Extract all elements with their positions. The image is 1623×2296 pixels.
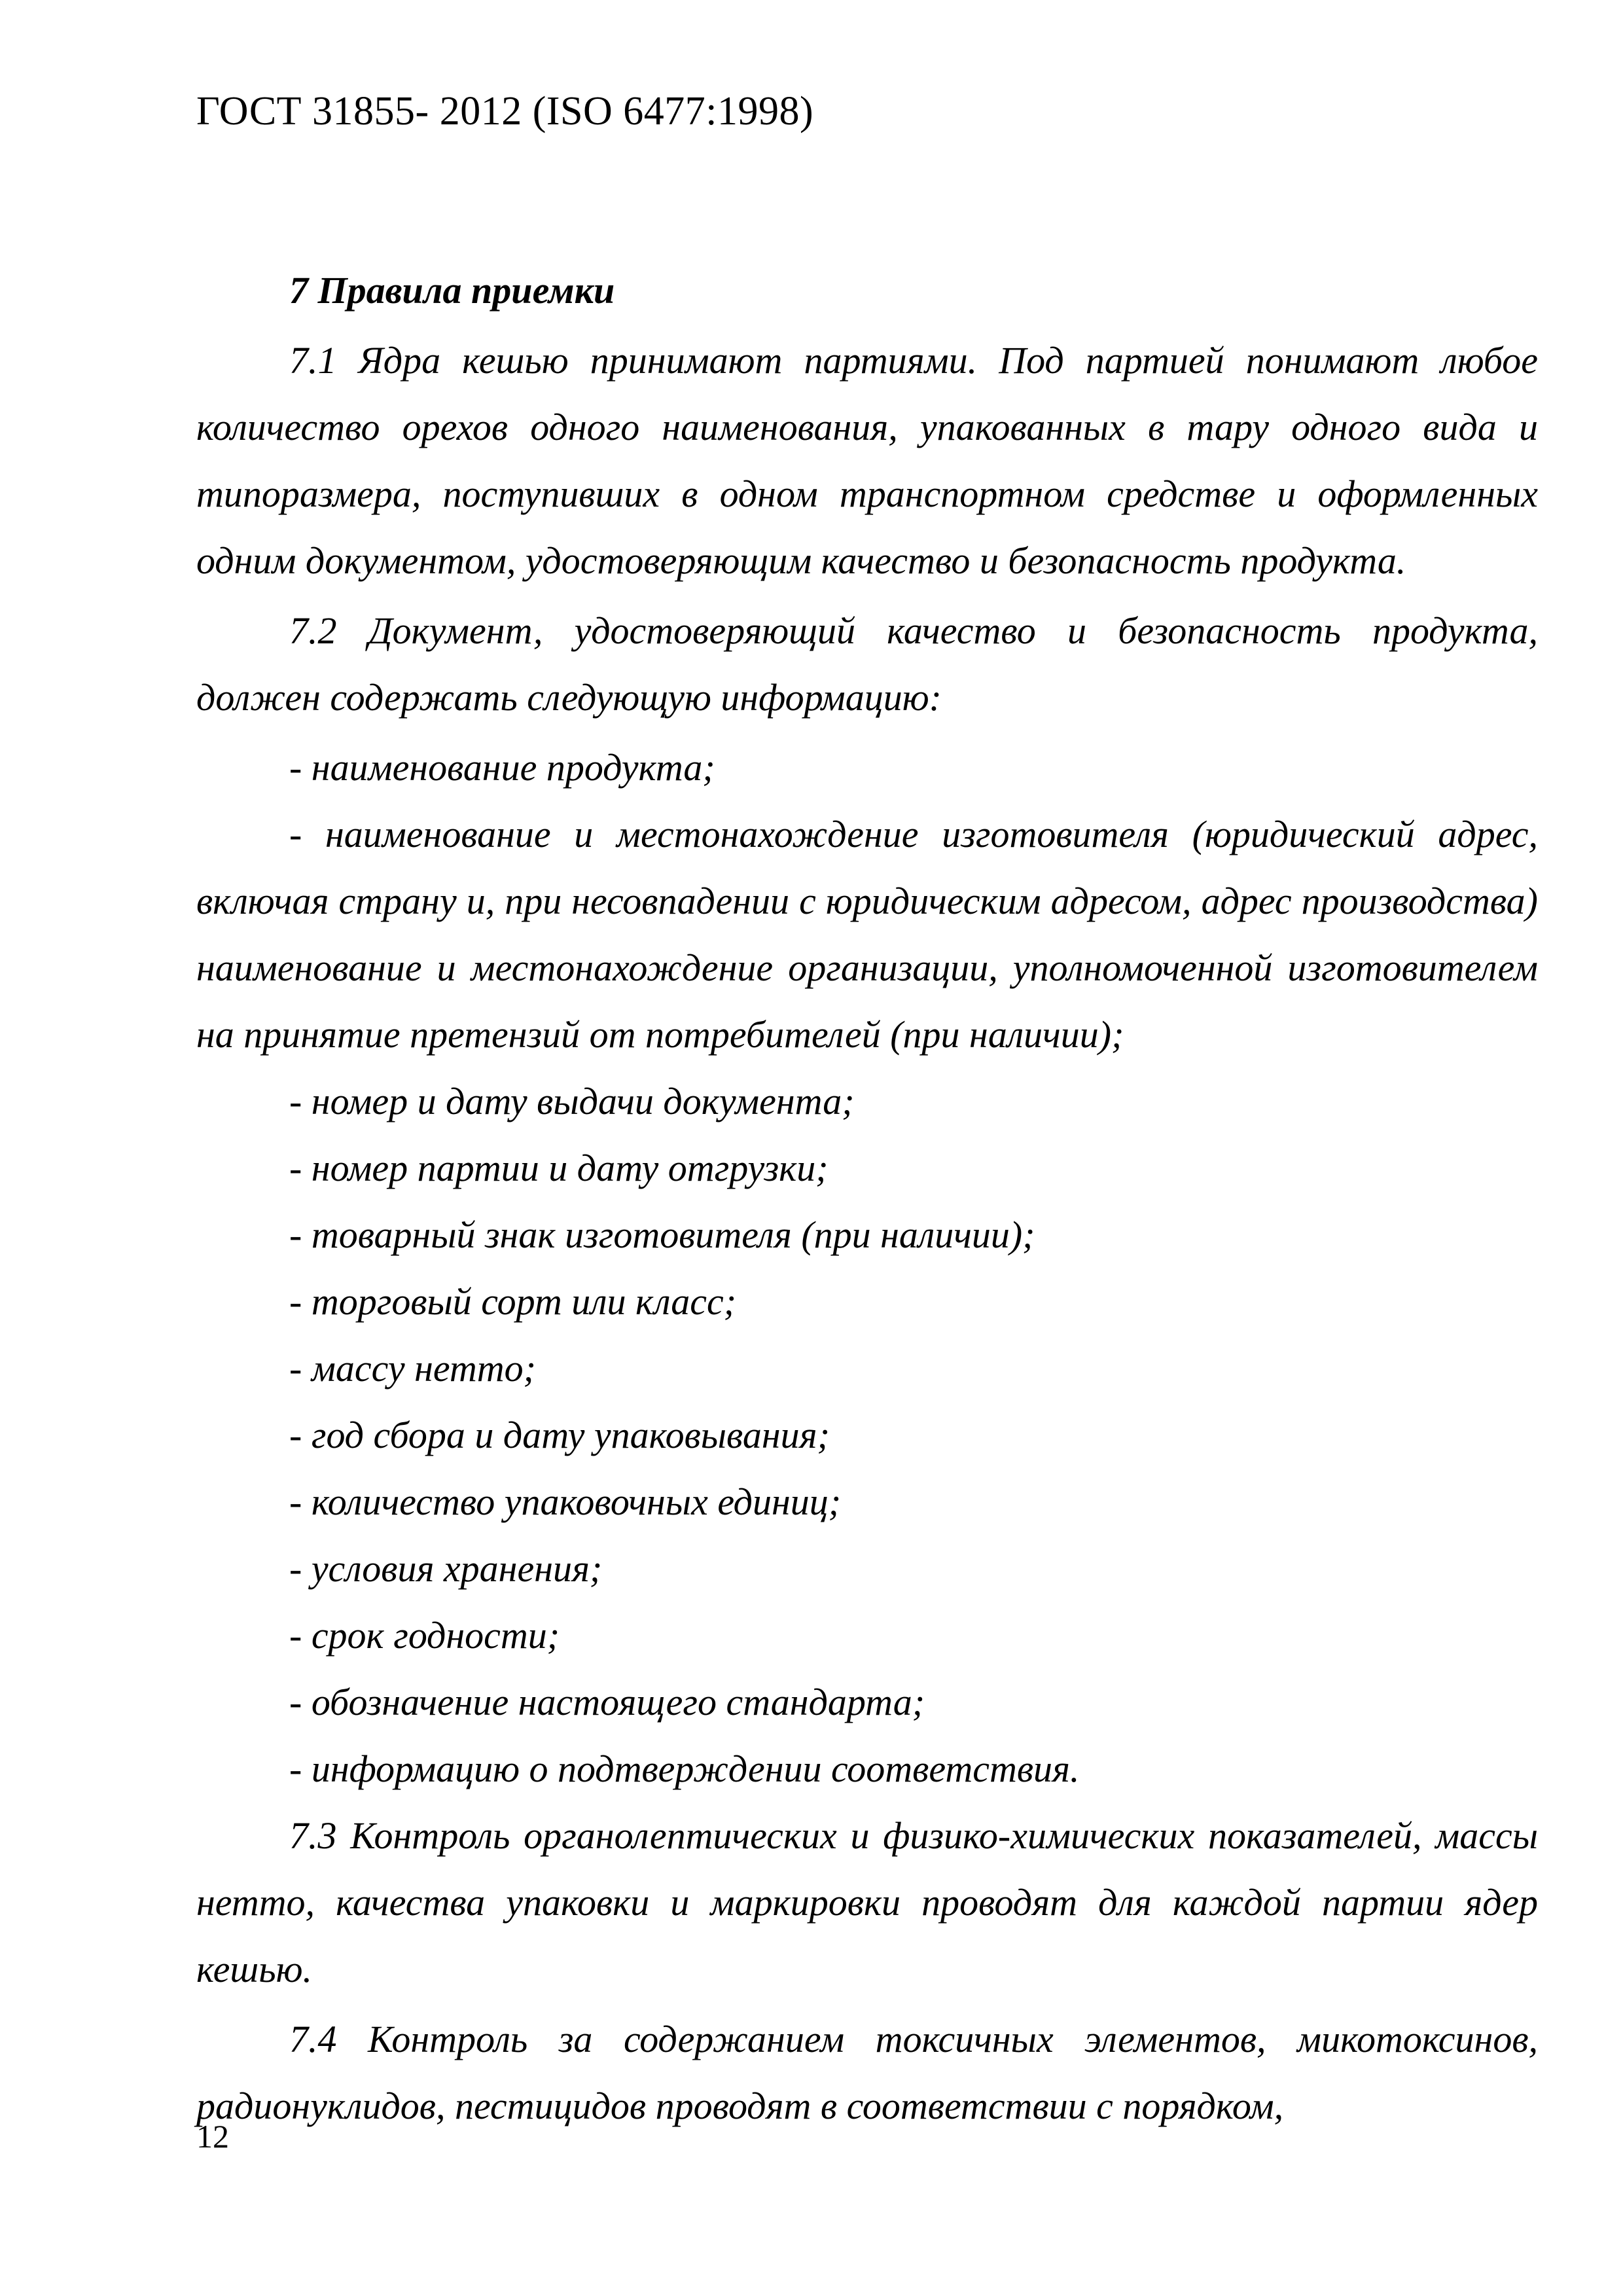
paragraph-7-1: 7.1 Ядра кешью принимают партиями. Под партией понимают любое количество орехов одного наименования, упакованных в тару одного вида и типоразмера, поступивших в одном транспортном средстве и оформленных одним документом, удостоверяющим качество и безопасность продукта. [196,339,1538,582]
list-item: - наименование и местонахождение изготовителя (юридический адрес, включая страну и, при несовпадении с юридическим адресом, адрес производства) наименование и местонахождение организации, уполномоченной изготовителем на принятие претензий от потребителей (при наличии); [196,813,1538,1056]
list-item: - торговый сорт или класс; [289,1280,737,1323]
paragraph-7-2: 7.2 Документ, удостоверяющий качество и безопасность продукта, должен содержать следующую информацию: [196,609,1538,719]
list-item: - товарный знак изготовителя (при наличии); [289,1213,1035,1256]
requirements-list [196,734,1538,1803]
list-item: - номер партии и дату отгрузки; [289,1147,829,1189]
document-body [196,257,1538,2143]
list-item: - номер и дату выдачи документа; [289,1080,855,1122]
paragraph-7-4: 7.4 Контроль за содержанием токсичных элементов, микотоксинов, радионуклидов, пестицидов проводят в соответствии с порядком, [196,2018,1538,2127]
paragraph-7-3: 7.3 Контроль органолептических и физико-химических показателей, массы нетто, качества упаковки и маркировки проводят для каждой партии ядер кешью. [196,1814,1538,1990]
list-item: - срок годности; [289,1614,560,1657]
list-item: - наименование продукта; [289,746,715,789]
page-number: 12 [196,2118,229,2155]
section-heading: 7 Правила приемки [289,269,615,312]
list-item: - условия хранения; [289,1547,603,1590]
list-item: - обозначение настоящего стандарта; [289,1681,925,1723]
list-item: - год сбора и дату упаковывания; [289,1414,830,1456]
list-item: - информацию о подтверждении соответствия. [289,1748,1080,1790]
document-header: ГОСТ 31855- 2012 (ISO 6477:1998) [196,89,814,134]
list-item: - массу нетто; [289,1347,536,1390]
list-item: - количество упаковочных единиц; [289,1480,842,1523]
